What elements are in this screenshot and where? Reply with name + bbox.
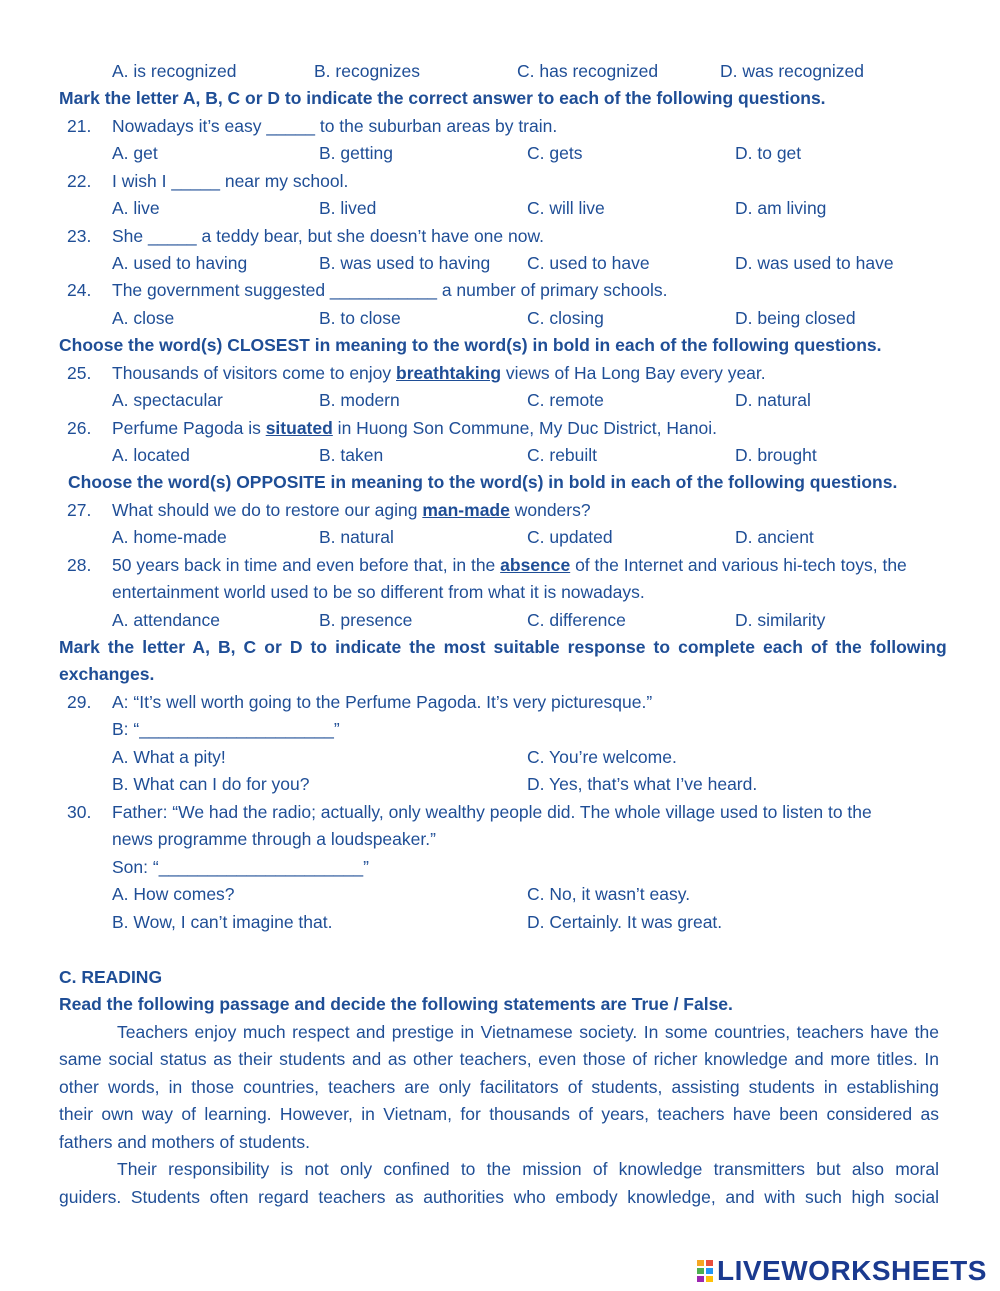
option-a: A. spectacular [112, 390, 223, 410]
option-top-d: D. was recognized [720, 61, 864, 81]
passage-line: guiders. Students often regard teachers as authorities who embody knowledge, and with such high social [59, 1187, 939, 1207]
question-number: 24. [67, 280, 92, 300]
section-heading: C. READING [59, 967, 163, 987]
question-text-pre: 50 years back in time and even before that, in the [112, 555, 501, 575]
option-d: D. to get [735, 143, 802, 163]
question-number: 22. [67, 171, 92, 191]
question-text-pre: What should we do to restore our aging [112, 500, 423, 520]
option-a: A. get [112, 143, 158, 163]
passage-line: Their responsibility is not only confined to the mission of knowledge transmitters but also moral [117, 1159, 939, 1179]
option-c: C. difference [527, 610, 626, 630]
instruction-response: Mark the letter A, B, C or D to indicate the most suitable response to complete each of the following [59, 637, 947, 657]
option-a: A. live [112, 198, 160, 218]
option-b: B. getting [319, 143, 393, 163]
option-top-c: C. has recognized [517, 61, 659, 81]
question-text-line2: news programme through a loudspeaker.” [112, 829, 436, 849]
question-text-line2: entertainment world used to be so different from what it is nowadays. [112, 582, 645, 602]
option-a: A. close [112, 308, 175, 328]
option-d: D. was used to have [735, 253, 894, 273]
option-d: D. Yes, that’s what I’ve heard. [527, 774, 758, 794]
logo-icon [697, 1260, 713, 1282]
question-text-pre: Thousands of visitors come to enjoy [112, 363, 397, 383]
option-d: D. being closed [735, 308, 856, 328]
option-d: D. similarity [735, 610, 826, 630]
option-b: B. presence [319, 610, 413, 630]
passage-line: fathers and mothers of students. [59, 1132, 310, 1152]
option-top-a: A. is recognized [112, 61, 237, 81]
question-number: 23. [67, 226, 92, 246]
option-b: B. modern [319, 390, 400, 410]
option-b: B. What can I do for you? [112, 774, 310, 794]
instruction-closest: Choose the word(s) CLOSEST in meaning to the word(s) in bold in each of the following questions. [59, 335, 882, 355]
question-number: 27. [67, 500, 92, 520]
question-number: 26. [67, 418, 92, 438]
passage-line: other words, in those countries, teachers are only facilitators of students, assisting students in establishing [59, 1077, 939, 1097]
passage-line: same social status as their students and as other teachers, even those of richer knowledge and more titles. In [59, 1049, 939, 1069]
option-b: B. was used to having [319, 253, 491, 273]
option-d: D. ancient [735, 527, 814, 547]
instruction-correct-answer: Mark the letter A, B, C or D to indicate the correct answer to each of the following questions. [59, 88, 826, 108]
instruction-response-line2: exchanges. [59, 664, 155, 684]
question-text [112, 499, 591, 521]
question-number: 29. [67, 692, 92, 712]
option-d: D. Certainly. It was great. [527, 912, 723, 932]
option-c: C. used to have [527, 253, 650, 273]
option-a: A. used to having [112, 253, 248, 273]
question-text: Father: “We had the radio; actually, only wealthy people did. The whole village used to listen to the [112, 802, 872, 822]
option-c: C. updated [527, 527, 613, 547]
option-d: D. am living [735, 198, 827, 218]
question-number: 28. [67, 555, 92, 575]
option-a: A. What a pity! [112, 747, 226, 767]
option-c: C. rebuilt [527, 445, 598, 465]
option-d: D. brought [735, 445, 817, 465]
option-a: A. attendance [112, 610, 220, 630]
question-text-post: in Huong Son Commune, My Duc District, Hanoi. [332, 418, 717, 438]
question-text-pre: Perfume Pagoda is [112, 418, 266, 438]
option-top-b: B. recognizes [314, 61, 421, 81]
question-text [112, 362, 766, 384]
bold-word: breathtaking [396, 363, 502, 383]
option-b: B. Wow, I can’t imagine that. [112, 912, 333, 932]
question-text-post: of the Internet and various hi-tech toys, the [570, 555, 907, 575]
question-text: The government suggested ___________ a number of primary schools. [112, 280, 668, 300]
passage-line: their own way of learning. However, in Vietnam, for thousands of years, teachers have been considered as [59, 1104, 939, 1124]
question-text [112, 417, 717, 439]
option-c: C. gets [527, 143, 583, 163]
option-b: B. to close [319, 308, 401, 328]
option-a: A. How comes? [112, 884, 235, 904]
logo-text: LIVEWORKSHEETS [717, 1255, 987, 1286]
question-number: 25. [67, 363, 92, 383]
option-c: C. remote [527, 390, 604, 410]
question-number: 30. [67, 802, 92, 822]
question-text: Nowadays it’s easy _____ to the suburban areas by train. [112, 116, 558, 136]
option-c: C. You’re welcome. [527, 747, 677, 767]
question-text: She _____ a teddy bear, but she doesn’t have one now. [112, 226, 545, 246]
option-a: A. home-made [112, 527, 227, 547]
liveworksheets-logo [697, 1256, 987, 1286]
bold-word: absence [500, 555, 571, 575]
option-a: A. located [112, 445, 190, 465]
question-text-post: wonders? [509, 500, 591, 520]
question-number: 21. [67, 116, 92, 136]
question-text-line2: B: “____________________” [112, 719, 340, 739]
option-c: C. closing [527, 308, 604, 328]
question-text [112, 554, 907, 576]
passage-line: Teachers enjoy much respect and prestige in Vietnamese society. In some countries, teachers have the [117, 1022, 939, 1042]
reading-instruction: Read the following passage and decide the following statements are True / False. [59, 994, 733, 1014]
instruction-opposite: Choose the word(s) OPPOSITE in meaning to the word(s) in bold in each of the following questions. [68, 472, 898, 492]
option-c: C. No, it wasn’t easy. [527, 884, 691, 904]
option-b: B. lived [319, 198, 377, 218]
option-b: B. natural [319, 527, 394, 547]
question-text: A: “It’s well worth going to the Perfume Pagoda. It’s very picturesque.” [112, 692, 653, 712]
bold-word: situated [265, 418, 333, 438]
option-d: D. natural [735, 390, 811, 410]
question-text: I wish I _____ near my school. [112, 171, 349, 191]
option-b: B. taken [319, 445, 384, 465]
question-text-line3: Son: “_____________________” [112, 857, 369, 877]
question-text-post: views of Ha Long Bay every year. [501, 363, 766, 383]
bold-word: man-made [422, 500, 510, 520]
option-c: C. will live [527, 198, 605, 218]
